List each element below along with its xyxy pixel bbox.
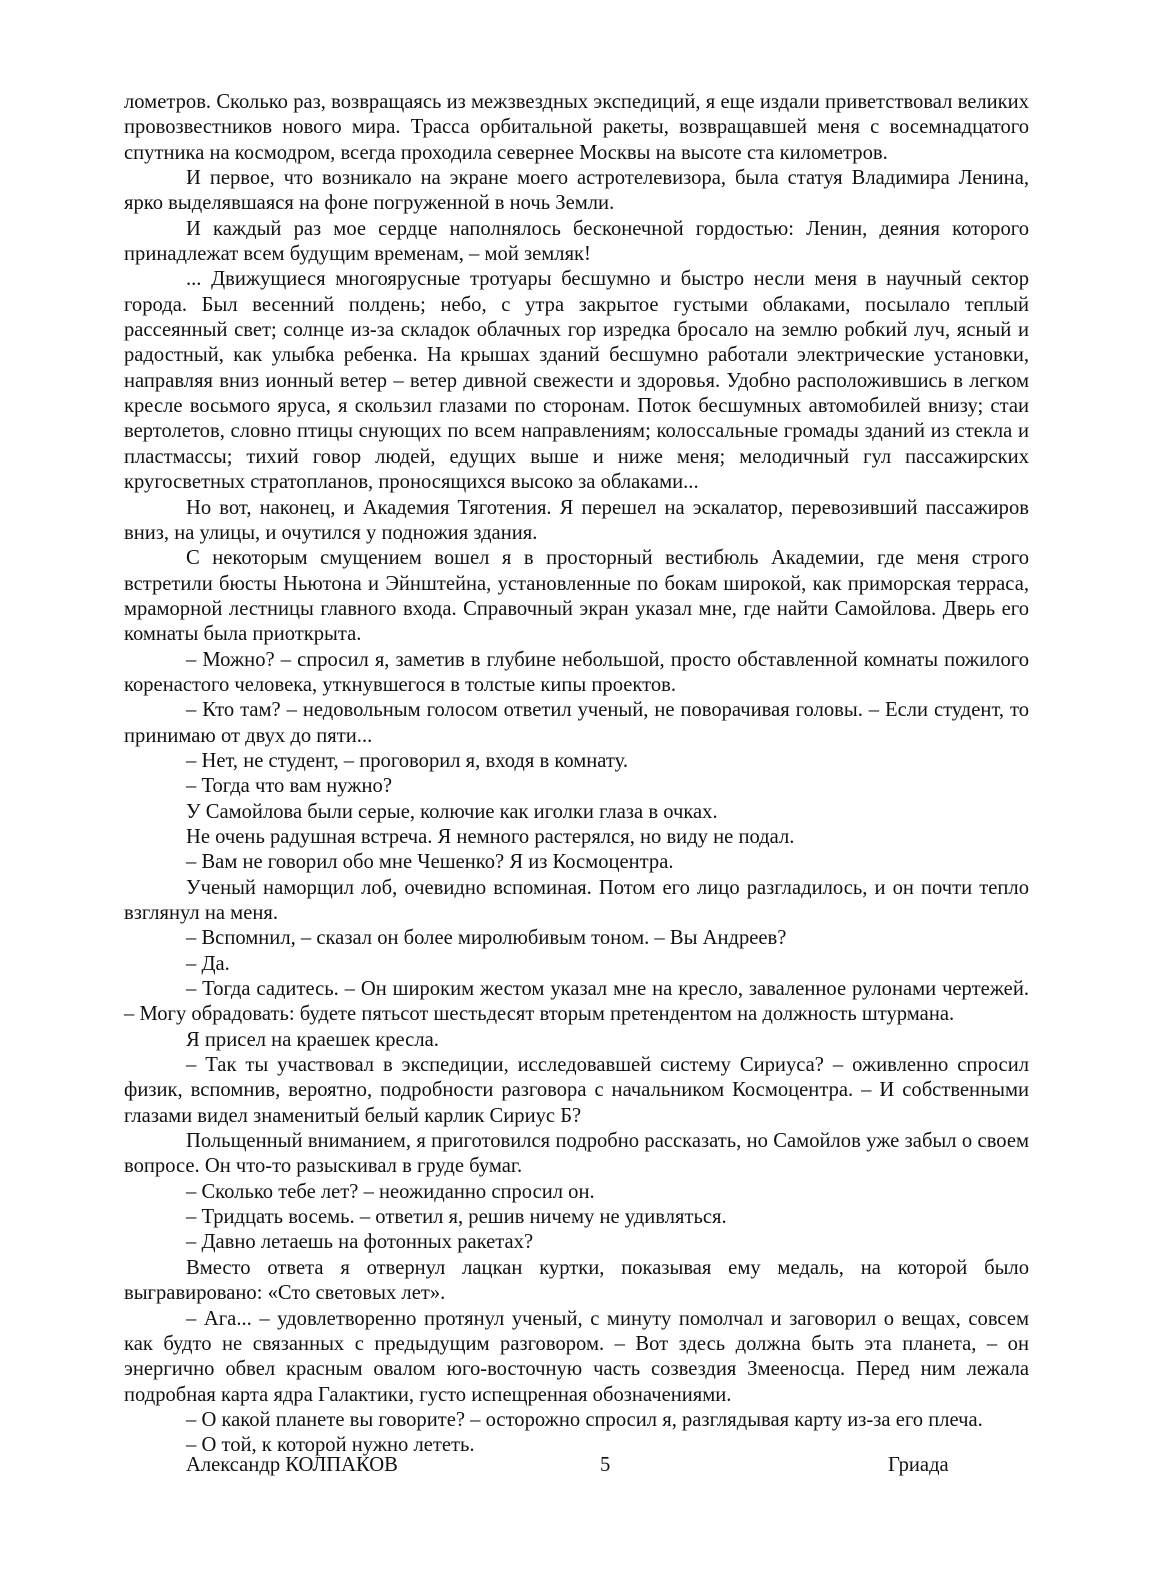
paragraph: И первое, что возникало на экране моего астротелевизора, была статуя Владимира Ленина, ярко выделявшаяся на фоне погруженной в ночь Земли.	[124, 167, 1029, 215]
paragraph: – Ага... – удовлетворенно протянул ученый, с минуту помолчал и заговорил о вещах, совсем как будто не связанных с предыдущим разговором. – Вот здесь должна быть эта планета, – он энергично обвел красным овалом юго-восточную часть созвездия Змееносца. Перед ним лежала подробная карта ядра Галактики, густо испещренная обозначениями.	[124, 1307, 1029, 1406]
paragraph: – Тогда садитесь. – Он широким жестом указал мне на кресло, заваленное рулонами чертежей. – Могу обрадовать: будете пятьсот шестьдесят вторым претендентом на должность штурмана.	[124, 978, 1029, 1026]
paragraph: – Вам не говорил обо мне Чешенко? Я из Космоцентра.	[186, 851, 674, 874]
footer-author: Александр КОЛПАКОВ	[186, 1454, 398, 1476]
paragraph: ... Движущиеся многоярусные тротуары бесшумно и быстро несли меня в научный сектор города. Был весенний полдень; небо, с утра закрытое густыми облаками, посылало теплый рассеянный свет; солнце из-за складок облачных гор изредка бросало на землю робкий луч, ясный и радостный, как улыбка ребенка. На крышах зданий бесшумно работали электрические установки, направляя вниз ионный ветер – ветер дивной свежести и здоровья. Удобно расположившись в легком кресле восьмого яруса, я скользил глазами по сторонам. Поток бесшумных автомобилей внизу; стаи вертолетов, словно птицы снующих по всем направлениям; колоссальные громады зданий из стекла и пластмассы; тихий говор людей, едущих выше и ниже меня; мелодичный гул пассажирских кругосветных стратопланов, проносящихся высоко за облаками...	[124, 268, 1029, 494]
paragraph: лометров. Сколько раз, возвращаясь из межзвездных экспедиций, я еще издали приветствовал великих провозвестников нового мира. Трасса орбитальной ракеты, возвращавшей меня с восемнадцатого спутника на космодром, всегда проходила севернее Москвы на высоте ста километров.	[124, 91, 1029, 164]
paragraph: – Вспомнил, – сказал он более миролюбивым тоном. – Вы Андреев?	[186, 927, 787, 950]
paragraph: Вместо ответа я отвернул лацкан куртки, показывая ему медаль, на которой было выгравировано: «Сто световых лет».	[124, 1256, 1029, 1305]
paragraph: Польщенный вниманием, я приготовился подробно рассказать, но Самойлов уже забыл о своем вопросе. Он что-то разыскивал в груде бумаг.	[124, 1130, 1029, 1178]
paragraph: Ученый наморщил лоб, очевидно вспоминая. Потом его лицо разгладилось, и он почти тепло взглянул на меня.	[124, 876, 1029, 924]
paragraph: – Можно? – спросил я, заметив в глубине небольшой, просто обставленной комнаты пожилого коренастого человека, уткнувшегося в толстые кипы проектов.	[124, 648, 1029, 696]
paragraph: – Сколько тебе лет? – неожиданно спросил он.	[186, 1180, 595, 1203]
paragraph: – Кто там? – недовольным голосом ответил ученый, не поворачивая головы. – Если студент, то принимаю от двух до пяти...	[124, 699, 1029, 747]
paragraph: – Так ты участвовал в экспедиции, исследовавшей систему Сириуса? – оживленно спросил физик, вспомнив, вероятно, подробности разговора с начальником Космоцентра. – И собственными глазами видел знаменитый белый карлик Сириус Б?	[124, 1054, 1029, 1127]
paragraph: И каждый раз мое сердце наполнялось бесконечной гордостью: Ленин, деяния которого принадлежат всем будущим временам, – мой земляк!	[124, 217, 1029, 266]
paragraph: – Давно летаешь на фотонных ракетах?	[186, 1231, 534, 1254]
paragraph: Я присел на краешек кресла.	[186, 1028, 439, 1051]
footer-book-title: Гриада	[888, 1454, 949, 1476]
paragraph: – Да.	[186, 952, 230, 975]
page-number: 5	[600, 1454, 611, 1476]
paragraph: – Нет, не студент, – проговорил я, входя в комнату.	[186, 749, 628, 772]
paragraph: С некоторым смущением вошел я в просторный вестибюль Академии, где меня строго встретили бюсты Ньютона и Эйнштейна, установленные по бокам широкой, как приморская терраса, мраморной лестницы главного входа. Справочный экран указал мне, где найти Самойлова. Дверь его комнаты была приоткрыта.	[124, 547, 1029, 646]
paragraph: У Самойлова были серые, колючие как иголки глаза в очках.	[186, 800, 718, 823]
paragraph: Не очень радушная встреча. Я немного растерялся, но виду не подал.	[186, 825, 795, 848]
paragraph: – О той, к которой нужно лететь.	[186, 1434, 475, 1457]
body-text	[124, 90, 1029, 1459]
paragraph: – Тридцать восемь. – ответил я, решив ничему не удивляться.	[186, 1206, 727, 1229]
paragraph: – Тогда что вам нужно?	[186, 775, 392, 798]
paragraph: – О какой планете вы говорите? – осторожно спросил я, разглядывая карту из-за его плеча.	[186, 1408, 983, 1431]
paragraph: Но вот, наконец, и Академия Тяготения. Я перешел на эскалатор, перевозивший пассажиров вниз, на улицы, и очутился у подножия здания.	[124, 496, 1029, 544]
